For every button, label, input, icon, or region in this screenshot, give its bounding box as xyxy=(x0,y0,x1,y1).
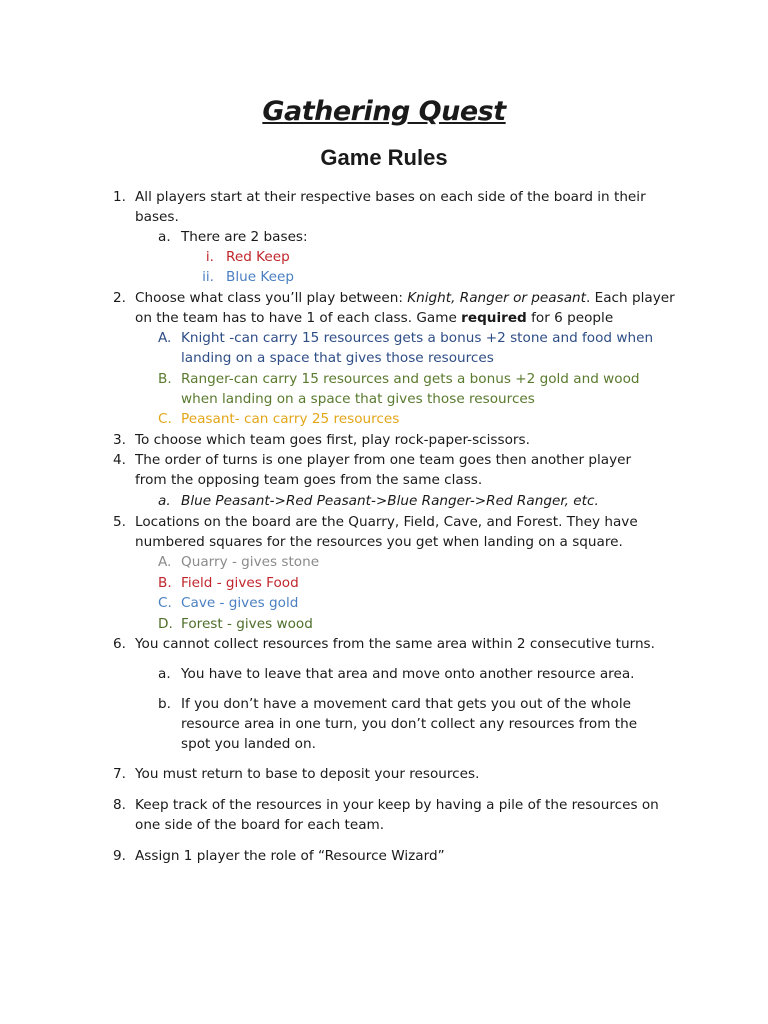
sub-text: resource area in one turn, you don’t collect any resources from the xyxy=(181,716,638,732)
sub-text-field: Field - gives Food xyxy=(181,575,299,591)
sub-marker: B. xyxy=(158,575,172,591)
sub-marker: A. xyxy=(158,554,172,570)
text-run-italic: Knight, Ranger or peasant xyxy=(407,290,586,306)
rule-text xyxy=(135,288,675,308)
sub-marker: B. xyxy=(158,371,172,387)
text-run: for 6 people xyxy=(526,310,614,326)
sub-text-ranger: when landing on a space that gives those resources xyxy=(181,391,535,407)
sub-marker: C. xyxy=(158,411,172,427)
rule-text: Locations on the board are the Quarry, Field, Cave, and Forest. They have xyxy=(135,514,638,530)
sub-text-knight: Knight -can carry 15 resources gets a bonus +2 stone and food when xyxy=(181,330,654,346)
rule-number: 2. xyxy=(113,290,126,306)
document-subtitle: Game Rules xyxy=(320,145,448,170)
rule-text: You must return to base to deposit your resources. xyxy=(135,766,480,782)
rule-text: from the opposing team goes from the same class. xyxy=(135,472,483,488)
sub-text-red-keep: Red Keep xyxy=(226,249,290,265)
rule-number: 1. xyxy=(113,189,126,205)
sub-marker: a. xyxy=(158,666,171,682)
sub-text-ranger: Ranger-can carry 15 resources and gets a bonus +2 gold and wood xyxy=(181,371,640,387)
sub-marker: b. xyxy=(158,696,171,712)
text-run: on the team has to have 1 of each class. Game xyxy=(135,310,462,326)
rule-number: 7. xyxy=(113,766,126,782)
rule-number: 3. xyxy=(113,432,126,448)
rule-number: 9. xyxy=(113,848,126,864)
rule-text: All players start at their respective bases on each side of the board in their xyxy=(135,189,646,205)
sub-text: spot you landed on. xyxy=(181,736,316,752)
sub-text: You have to leave that area and move onto another resource area. xyxy=(181,666,635,682)
sub-text-cave: Cave - gives gold xyxy=(181,595,299,611)
rule-text xyxy=(135,308,613,328)
sub-marker: A. xyxy=(158,330,172,346)
rule-text: The order of turns is one player from one team goes then another player xyxy=(135,452,632,468)
sub-marker: C. xyxy=(158,595,172,611)
rule-text: Keep track of the resources in your keep by having a pile of the resources on xyxy=(135,797,659,813)
sub-marker: ii. xyxy=(202,269,214,285)
rule-text: one side of the board for each team. xyxy=(135,817,385,833)
sub-marker: a. xyxy=(158,229,171,245)
document-title: Gathering Quest xyxy=(262,96,506,127)
rule-text: You cannot collect resources from the same area within 2 consecutive turns. xyxy=(135,636,655,652)
rule-number: 5. xyxy=(113,514,126,530)
text-run-bold: required xyxy=(461,310,527,326)
text-run: Choose what class you’ll play between: xyxy=(135,290,408,306)
sub-text-knight: landing on a space that gives those resources xyxy=(181,350,494,366)
sub-marker: a. xyxy=(158,493,171,509)
rule-text: numbered squares for the resources you get when landing on a square. xyxy=(135,534,623,550)
sub-text-quarry: Quarry - gives stone xyxy=(181,554,320,570)
sub-text: Blue Peasant->Red Peasant->Blue Ranger->Red Ranger, etc. xyxy=(181,493,599,509)
rule-number: 6. xyxy=(113,636,126,652)
sub-text-forest: Forest - gives wood xyxy=(181,616,313,632)
rule-number: 4. xyxy=(113,452,126,468)
rule-text: bases. xyxy=(135,209,179,225)
text-run: . Each player xyxy=(585,290,675,306)
rule-number: 8. xyxy=(113,797,126,813)
sub-marker: i. xyxy=(205,249,214,265)
sub-text-blue-keep: Blue Keep xyxy=(226,269,294,285)
rule-text: Assign 1 player the role of “Resource Wizard” xyxy=(135,848,445,864)
sub-text: If you don’t have a movement card that gets you out of the whole xyxy=(181,696,631,712)
rule-text: To choose which team goes first, play rock-paper-scissors. xyxy=(135,432,530,448)
sub-text-peasant: Peasant- can carry 25 resources xyxy=(181,411,400,427)
sub-text: There are 2 bases: xyxy=(181,229,308,245)
sub-marker: D. xyxy=(158,616,173,632)
